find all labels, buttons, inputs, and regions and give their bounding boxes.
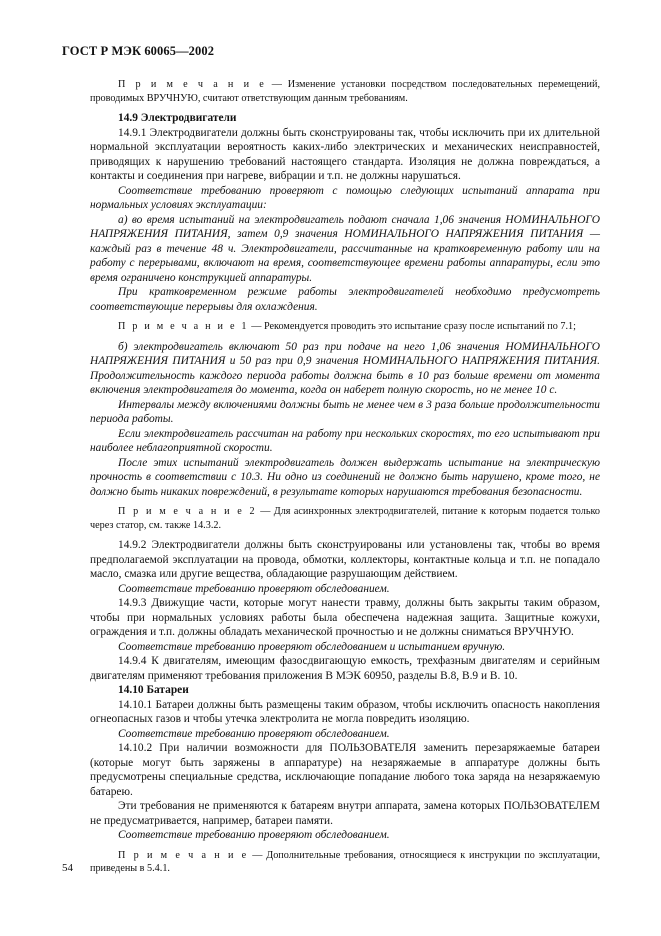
note-label: П р и м е ч а н и е (118, 79, 266, 90)
note-1-text: — Рекомендуется проводить это испытание сразу после испытаний по 7.1; (248, 321, 576, 332)
paragraph-batteries-exception: Эти требования не применяются к батареям внутри аппарата, замена которых ПОЛЬЗОВАТЕЛЕМ не предусматривается, например, батареи памяти. (90, 800, 600, 827)
note-2 (90, 505, 600, 532)
page-content (90, 78, 600, 876)
paragraph-test-b: б) электродвигатель включают 50 раз при подаче на него 1,06 значения НОМИНАЛЬНОГО НАПРЯЖЕНИЯ ПИТАНИЯ и 50 раз при 0,9 значения НОМИНАЛЬНОГО НАПРЯЖЕНИЯ ПИТАНИЯ. Продолжительность каждого периода работы должна быть в 10 раз больше времени от момента включения электродвигателя до момента, когда он наберет полную скорость, но не менее 10 с. (90, 340, 600, 396)
page-number: 54 (62, 862, 73, 874)
note-bottom (90, 849, 600, 876)
paragraph-compliance-2: Соответствие требованию проверяют обследованием. (118, 582, 390, 595)
note-bottom-text: — Дополнительные требования, относящиеся к инструкции по эксплуатации, приведены в 5.4.1. (90, 849, 600, 874)
note-text: — Изменение установки посредством последовательных перемещений, проводимых ВРУЧНУЮ, считают ответствующим данным требованиям. (90, 79, 600, 104)
paragraph-short-mode: При кратковременном режиме работы электродвигателей необходимо предусмотреть соответствующие перерывы для охлаждения. (90, 286, 600, 313)
paragraph-14-9-1: 14.9.1 Электродвигатели должны быть сконструированы так, чтобы исключить при их длительной нормальной эксплуатации вероятность каких-либо электрических и механических неисправностей, приводящих к нарушению требований настоящего стандарта. Изоляция не должна повреждаться, а контакты и соединения при нагреве, вибрации и т.п. не должны нарушаться. (90, 126, 600, 182)
note-top (90, 78, 600, 105)
note-1 (90, 320, 600, 334)
note-1-label: П р и м е ч а н и е 1 (118, 321, 249, 332)
paragraph-compliance-4: Соответствие требованию проверяют обследованием. (118, 727, 390, 740)
paragraph-14-9-3: 14.9.3 Движущие части, которые могут нанести травму, должны быть закрыты таким образом, чтобы при нормальных условиях работы была обеспечена надежная защита. Защитные кожухи, ограждения и т.п. должны обладать механической прочностью и не должны сниматься ВРУЧНУЮ. (90, 597, 600, 638)
paragraph-compliance-5: Соответствие требованию проверяют обследованием. (118, 829, 390, 841)
paragraph-14-9-4: 14.9.4 К двигателям, имеющим фазосдвигающую емкость, трехфазным двигателям и серийным двигателям применяют требования приложения В МЭК 60950, разделы В.8, В.9 и В. 10. (90, 655, 600, 682)
section-heading-14-9: 14.9 Электродвигатели (118, 112, 237, 124)
paragraph-14-10-2: 14.10.2 При наличии возможности для ПОЛЬЗОВАТЕЛЯ заменить перезаряжаемые батареи (которые могут быть заряжены в аппаратуре) на незаряжаемые в аппаратуре должны быть предусмотрены специальные средства, исключающие попадание любого тока заряда на незаряжаемую батарею. (90, 742, 600, 798)
paragraph-after-tests: После этих испытаний электродвигатель должен выдержать испытание на электрическую прочность в соответствии с 10.3. Ни одно из соединений не должно быть нарушено, кроме того, не должно быть никаких повреждений, в результате которых нарушаются требования безопасности. (90, 456, 600, 498)
document-header: ГОСТ Р МЭК 60065—2002 (62, 44, 215, 58)
note-2-text: — Для асинхронных электродвигателей, питание к которым подается только через статор, см. также 14.3.2. (90, 506, 600, 531)
section-heading-14-10: 14.10 Батареи (118, 684, 189, 696)
paragraph-compliance-1: Соответствие требованию проверяют с помощью следующих испытаний аппарата при нормальных условиях эксплуатации: (90, 184, 600, 211)
paragraph-14-9-2: 14.9.2 Электродвигатели должны быть сконструированы или установлены так, чтобы во время предполагаемой эксплуатации на провода, обмотки, коллекторы, контактные кольца и т.п. не попадало масло, смазка или другие вещества, обладающие разрушающим действием. (90, 539, 600, 580)
paragraph-speeds: Если электродвигатель рассчитан на работу при нескольких скоростях, то его испытывают при наиболее неблагоприятной скорости. (90, 427, 600, 454)
note-bottom-label: П р и м е ч а н и е (118, 849, 249, 861)
paragraph-14-10-1: 14.10.1 Батареи должны быть размещены таким образом, чтобы исключить опасность накопления огнеопасных газов и чтобы утечка электролита не могла повредить изоляцию. (90, 698, 600, 725)
note-2-label: П р и м е ч а н и е 2 (118, 506, 257, 517)
paragraph-compliance-3: Соответствие требованию проверяют обследованием и испытанием вручную. (118, 640, 506, 653)
paragraph-intervals: Интервалы между включениями должны быть не менее чем в 3 раза больше продолжительности периода работы. (90, 398, 600, 425)
paragraph-test-a: а) во время испытаний на электродвигатель подают сначала 1,06 значения НОМИНАЛЬНОГО НАПРЯЖЕНИЯ ПИТАНИЯ, затем 0,9 значения НОМИНАЛЬНОГО НАПРЯЖЕНИЯ ПИТАНИЯ — каждый раз в течение 48 ч. Электродвигатели, рассчитанные на кратковременную работу или на работу с перерывами, включают на время, соответствующее времени работы аппаратуры, если это время ограничено конструкцией аппаратуры. (90, 213, 600, 284)
